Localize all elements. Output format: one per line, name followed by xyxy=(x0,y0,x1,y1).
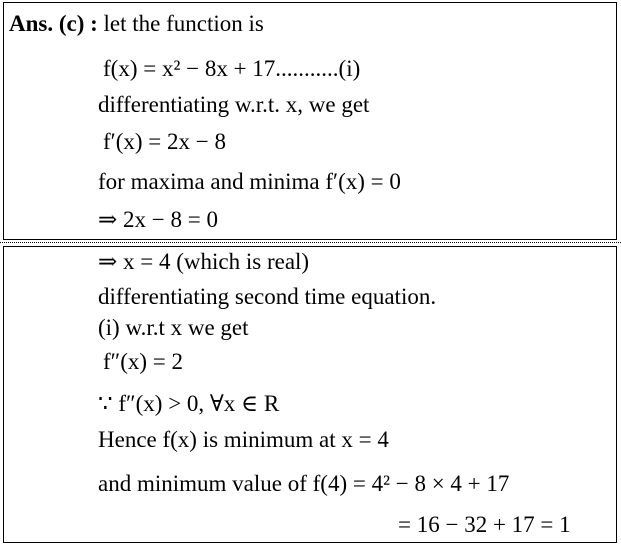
step-minimum-conclusion: Hence f(x) is minimum at x = 4 xyxy=(98,427,389,452)
step-set-derivative-zero: ⇒ 2x − 8 = 0 xyxy=(98,207,218,232)
step-maxima-minima-condition: for maxima and minima f′(x) = 0 xyxy=(98,169,401,194)
page-divider xyxy=(0,242,621,243)
step-differentiate-text: differentiating w.r.t. x, we get xyxy=(98,92,370,117)
step-solve-x: ⇒ x = 4 (which is real) xyxy=(98,249,310,274)
step-positive-condition: ∵ f″(x) > 0, ∀x ∈ R xyxy=(98,391,280,416)
answer-intro: let the function is xyxy=(103,11,264,36)
step-second-derivative: f″(x) = 2 xyxy=(103,349,184,374)
step-final-result: = 16 − 32 + 17 = 1 xyxy=(398,512,571,537)
answer-header xyxy=(9,12,264,35)
solution-box-top xyxy=(3,2,617,240)
step-wrt-x-text: (i) w.r.t x we get xyxy=(98,315,249,340)
step-first-derivative: f′(x) = 2x − 8 xyxy=(103,129,226,154)
answer-label: Ans. (c) : xyxy=(9,11,98,36)
step-minimum-value: and minimum value of f(4) = 4² − 8 × 4 + 17 xyxy=(98,471,510,496)
step-function-definition: f(x) = x² − 8x + 17...........(i) xyxy=(103,56,361,81)
step-second-derivative-text: differentiating second time equation. xyxy=(98,284,437,309)
